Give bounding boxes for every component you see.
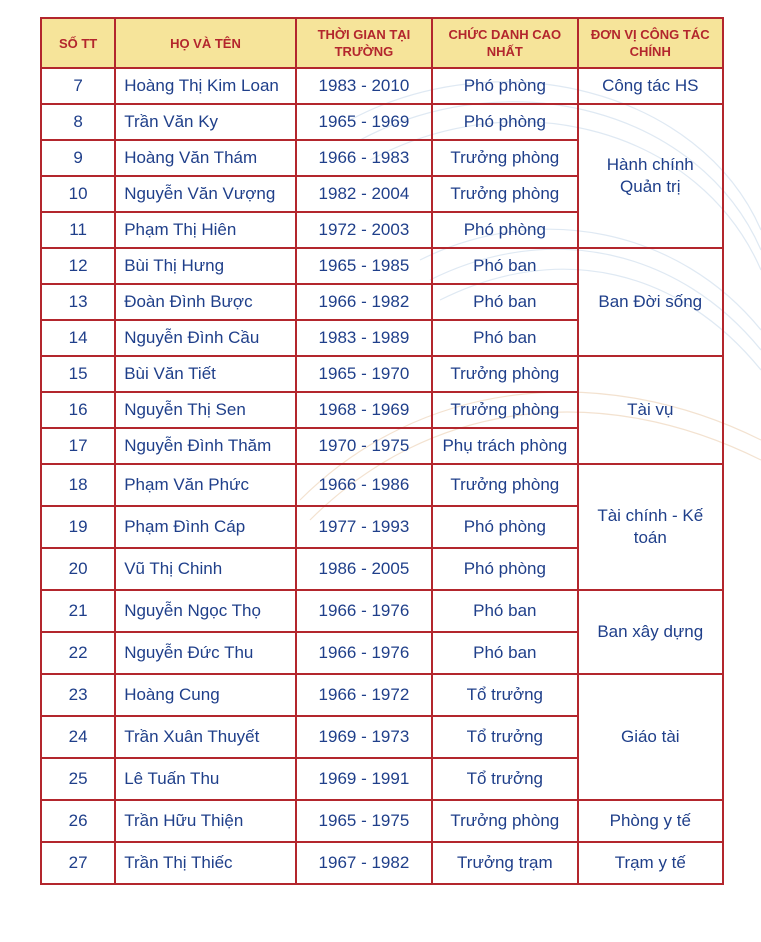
cell-name: Phạm Thị Hiên xyxy=(115,212,296,248)
cell-unit: Hành chính Quản trị xyxy=(578,104,723,248)
cell-time: 1965 - 1970 xyxy=(296,356,432,392)
cell-time: 1966 - 1972 xyxy=(296,674,432,716)
cell-unit: Tài chính - Kế toán xyxy=(578,464,723,590)
cell-name: Phạm Văn Phức xyxy=(115,464,296,506)
cell-stt: 13 xyxy=(41,284,115,320)
cell-time: 1967 - 1982 xyxy=(296,842,432,884)
cell-stt: 24 xyxy=(41,716,115,758)
cell-time: 1970 - 1975 xyxy=(296,428,432,464)
cell-time: 1969 - 1991 xyxy=(296,758,432,800)
cell-name: Bùi Thị Hưng xyxy=(115,248,296,284)
cell-stt: 8 xyxy=(41,104,115,140)
cell-time: 1966 - 1976 xyxy=(296,632,432,674)
cell-time: 1966 - 1982 xyxy=(296,284,432,320)
cell-name: Lê Tuấn Thu xyxy=(115,758,296,800)
cell-title: Phụ trách phòng xyxy=(432,428,577,464)
cell-time: 1982 - 2004 xyxy=(296,176,432,212)
cell-title: Phó phòng xyxy=(432,212,577,248)
cell-stt: 9 xyxy=(41,140,115,176)
cell-title: Phó phòng xyxy=(432,506,577,548)
cell-title: Phó ban xyxy=(432,320,577,356)
cell-name: Hoàng Cung xyxy=(115,674,296,716)
cell-name: Vũ Thị Chinh xyxy=(115,548,296,590)
cell-stt: 17 xyxy=(41,428,115,464)
cell-time: 1983 - 1989 xyxy=(296,320,432,356)
cell-name: Đoàn Đình Bược xyxy=(115,284,296,320)
cell-stt: 14 xyxy=(41,320,115,356)
table-row xyxy=(41,800,723,842)
cell-time: 1965 - 1969 xyxy=(296,104,432,140)
cell-stt: 10 xyxy=(41,176,115,212)
table-row xyxy=(41,104,723,140)
cell-stt: 16 xyxy=(41,392,115,428)
cell-time: 1965 - 1975 xyxy=(296,800,432,842)
table-row xyxy=(41,842,723,884)
cell-title: Phó phòng xyxy=(432,104,577,140)
cell-stt: 27 xyxy=(41,842,115,884)
header-name: HỌ VÀ TÊN xyxy=(115,18,296,68)
table-row xyxy=(41,674,723,716)
cell-stt: 22 xyxy=(41,632,115,674)
cell-title: Trưởng phòng xyxy=(432,464,577,506)
cell-stt: 12 xyxy=(41,248,115,284)
cell-name: Nguyễn Đức Thu xyxy=(115,632,296,674)
cell-stt: 23 xyxy=(41,674,115,716)
cell-time: 1966 - 1983 xyxy=(296,140,432,176)
cell-unit: Trạm y tế xyxy=(578,842,723,884)
cell-name: Nguyễn Thị Sen xyxy=(115,392,296,428)
cell-title: Trưởng phòng xyxy=(432,356,577,392)
cell-name: Trần Văn Ky xyxy=(115,104,296,140)
header-time: THỜI GIAN TẠI TRƯỜNG xyxy=(296,18,432,68)
cell-title: Phó ban xyxy=(432,284,577,320)
table-row xyxy=(41,464,723,506)
cell-name: Hoàng Thị Kim Loan xyxy=(115,68,296,104)
cell-time: 1965 - 1985 xyxy=(296,248,432,284)
cell-title: Tổ trưởng xyxy=(432,716,577,758)
cell-time: 1972 - 2003 xyxy=(296,212,432,248)
cell-unit: Công tác HS xyxy=(578,68,723,104)
cell-stt: 20 xyxy=(41,548,115,590)
cell-stt: 18 xyxy=(41,464,115,506)
cell-name: Phạm Đình Cáp xyxy=(115,506,296,548)
cell-stt: 25 xyxy=(41,758,115,800)
cell-title: Phó ban xyxy=(432,590,577,632)
cell-title: Phó phòng xyxy=(432,68,577,104)
cell-time: 1968 - 1969 xyxy=(296,392,432,428)
cell-time: 1966 - 1976 xyxy=(296,590,432,632)
cell-stt: 26 xyxy=(41,800,115,842)
cell-unit: Ban Đời sống xyxy=(578,248,723,356)
cell-name: Bùi Văn Tiết xyxy=(115,356,296,392)
cell-stt: 19 xyxy=(41,506,115,548)
cell-unit: Ban xây dựng xyxy=(578,590,723,674)
header-unit: ĐƠN VỊ CÔNG TÁC CHÍNH xyxy=(578,18,723,68)
cell-time: 1977 - 1993 xyxy=(296,506,432,548)
cell-name: Trần Xuân Thuyết xyxy=(115,716,296,758)
cell-name: Trần Thị Thiếc xyxy=(115,842,296,884)
header-stt: SỐ TT xyxy=(41,18,115,68)
cell-stt: 21 xyxy=(41,590,115,632)
cell-title: Phó ban xyxy=(432,248,577,284)
cell-unit: Tài vụ xyxy=(578,356,723,464)
cell-name: Nguyễn Đình Cầu xyxy=(115,320,296,356)
table-row xyxy=(41,248,723,284)
cell-stt: 15 xyxy=(41,356,115,392)
cell-name: Hoàng Văn Thám xyxy=(115,140,296,176)
header-title: CHỨC DANH CAO NHẤT xyxy=(432,18,577,68)
cell-title: Trưởng phòng xyxy=(432,800,577,842)
table-row xyxy=(41,68,723,104)
cell-title: Tổ trưởng xyxy=(432,758,577,800)
staff-table xyxy=(40,17,724,885)
cell-unit: Giáo tài xyxy=(578,674,723,800)
cell-time: 1969 - 1973 xyxy=(296,716,432,758)
table-row xyxy=(41,356,723,392)
cell-time: 1966 - 1986 xyxy=(296,464,432,506)
cell-title: Trưởng phòng xyxy=(432,176,577,212)
cell-name: Nguyễn Văn Vượng xyxy=(115,176,296,212)
cell-title: Phó phòng xyxy=(432,548,577,590)
table-row xyxy=(41,590,723,632)
cell-name: Trần Hữu Thiện xyxy=(115,800,296,842)
cell-title: Phó ban xyxy=(432,632,577,674)
cell-stt: 11 xyxy=(41,212,115,248)
cell-unit: Phòng y tế xyxy=(578,800,723,842)
cell-time: 1986 - 2005 xyxy=(296,548,432,590)
cell-name: Nguyễn Đình Thăm xyxy=(115,428,296,464)
cell-title: Tổ trưởng xyxy=(432,674,577,716)
cell-title: Trưởng trạm xyxy=(432,842,577,884)
cell-stt: 7 xyxy=(41,68,115,104)
cell-title: Trưởng phòng xyxy=(432,140,577,176)
table-header-row xyxy=(41,18,723,68)
cell-title: Trưởng phòng xyxy=(432,392,577,428)
cell-time: 1983 - 2010 xyxy=(296,68,432,104)
cell-name: Nguyễn Ngọc Thọ xyxy=(115,590,296,632)
